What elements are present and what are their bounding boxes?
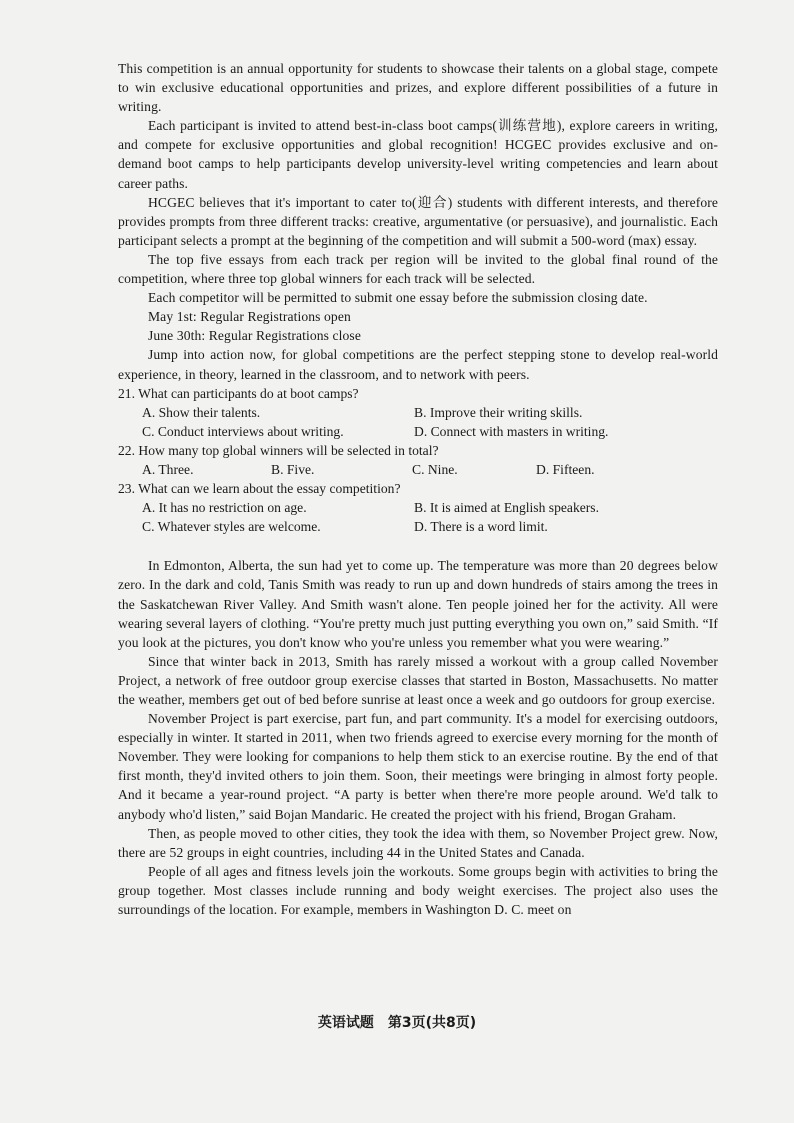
question-23-option-b: B. It is aimed at English speakers. [414, 500, 599, 516]
passage-b-paragraph-5: Each competitor will be permitted to submit one essay before the submission closing date. [148, 290, 648, 306]
passage-c-paragraph-5: People of all ages and fitness levels join the workouts. Some groups begin with activities to bring the group together. Most classes include running and body weight exercises. The project also uses the surroundings of the location. For example, members in Washington D. C. meet on [118, 863, 718, 918]
passage-b-paragraph-1: This competition is an annual opportunity for students to showcase their talents on a global stage, compete to win exclusive educational opportunities and prizes, and explore different possibilities of a future in writing. [118, 61, 718, 115]
passage-c [118, 556, 718, 919]
passage-c-paragraph-1: In Edmonton, Alberta, the sun had yet to come up. The temperature was more than 20 degrees below zero. In the dark and cold, Tanis Smith was ready to run up and down hundreds of stairs among the trees in the Saskatchewan River Valley. And Smith wasn't alone. Ten people joined her for the activity. All were wearing several layers of clothing. “You're pretty much just putting everything you own on,” said Smith. “If you look at the pictures, you don't know who you're unless you remember what you were wearing.” [118, 558, 718, 650]
passage-c-paragraph-4: Then, as people moved to other cities, they took the idea with them, so November Project grew. Now, there are 52 groups in eight countries, including 44 in the United States and Canada. [118, 825, 718, 860]
question-22-option-c: C. Nine. [412, 461, 458, 477]
question-22-option-a: A. Three. [142, 461, 194, 477]
question-21-option-b: B. Improve their writing skills. [414, 404, 583, 420]
question-23-option-d: D. There is a word limit. [414, 519, 548, 535]
question-21 [118, 384, 718, 441]
passage-b-paragraph-3: HCGEC believes that it's important to cater to(迎合) students with different interests, and therefore provides prompts from three different tracks: creative, argumentative (or persuasive), and journalistic. Each participant selects a prompt at the beginning of the competition and will submit a 500-word (max) essay. [118, 194, 718, 248]
question-21-option-d: D. Connect with masters in writing. [414, 423, 609, 439]
question-23-stem: 23. What can we learn about the essay competition? [118, 481, 401, 497]
passage-b-closing-paragraph: Jump into action now, for global competitions are the perfect stepping stone to develop real-world experience, in theory, learned in the classroom, and to network with peers. [118, 347, 718, 382]
question-23-option-a: A. It has no restriction on age. [142, 500, 307, 516]
question-21-option-a: A. Show their talents. [142, 404, 261, 420]
question-23-option-c: C. Whatever styles are welcome. [142, 519, 321, 535]
question-22-option-d: D. Fifteen. [536, 461, 595, 477]
question-22 [118, 441, 718, 479]
question-22-option-b: B. Five. [271, 461, 315, 477]
question-21-option-c: C. Conduct interviews about writing. [142, 423, 344, 439]
passage-c-paragraph-3: November Project is part exercise, part fun, and part community. It's a model for exercising outdoors, especially in winter. It started in 2011, when two friends agreed to exercise every morning for the month of November. They were looking for companions to help them stick to an exercise routine. By the end of that first month, they'd invited others to join them. Soon, their meetings were bringing in almost forty people. And it became a year-round project. “A party is better when there're more people around. We'd talk to anybody who'd listen,” said Bojan Mandaric. He created the project with his friend, Brogan Graham. [118, 711, 718, 822]
section-gap [118, 536, 718, 556]
passage-b [118, 59, 718, 384]
registration-open-date: May 1st: Regular Registrations open [148, 309, 351, 325]
question-23 [118, 479, 718, 536]
page-footer: 英语试题 第3页(共8页) [317, 1015, 477, 1031]
registration-close-date: June 30th: Regular Registrations close [148, 328, 361, 344]
passage-b-paragraph-2: Each participant is invited to attend best-in-class boot camps(训练营地), explore careers in writing, and compete for exclusive opportunities and global recognition! HCGEC provides exclusive and on-demand boot camps to help participants develop university-level writing competencies and learn about career paths. [118, 118, 718, 191]
question-21-stem: 21. What can participants do at boot camps? [118, 385, 359, 401]
passage-b-paragraph-4: The top five essays from each track per region will be invited to the global final round of the competition, where three top global winners for each track will be selected. [118, 251, 718, 287]
question-22-stem: 22. How many top global winners will be selected in total? [118, 442, 439, 458]
passage-c-paragraph-2: Since that winter back in 2013, Smith has rarely missed a workout with a group called November Project, a network of free outdoor group exercise classes that started in Boston, Massachusetts. No matter the weather, members get out of bed before sunrise at least once a week and go outdoors for group exercise. [118, 653, 718, 707]
